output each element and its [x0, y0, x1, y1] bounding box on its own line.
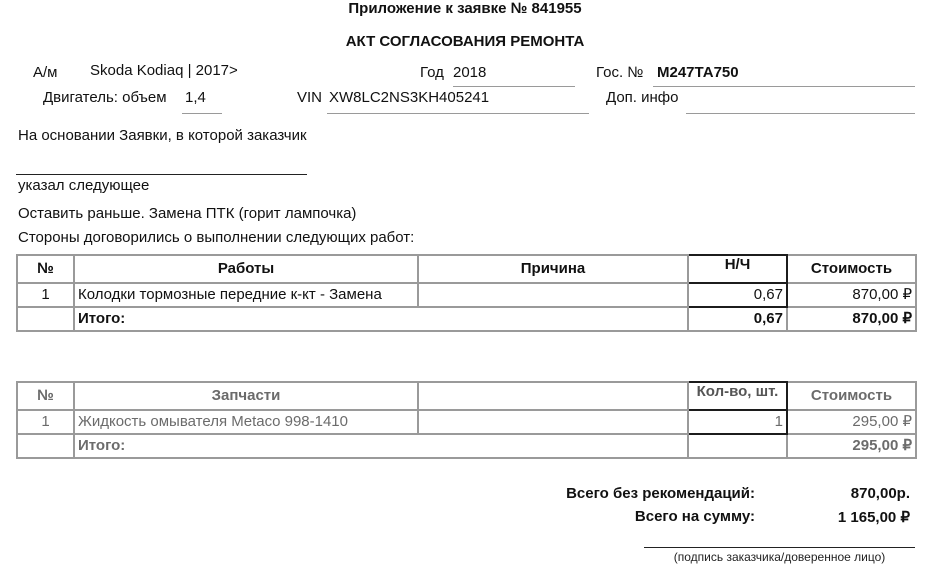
- table-row: [17, 283, 916, 307]
- header-part: Запчасти: [74, 382, 418, 410]
- total-num-empty: [17, 434, 74, 458]
- total-label: Итого:: [74, 434, 688, 458]
- header-cost: Стоимость: [787, 255, 916, 283]
- row-cost: 870,00 ₽: [787, 283, 916, 307]
- row-reason: [418, 283, 688, 307]
- row-reason: [418, 410, 688, 434]
- works-table-header: [17, 255, 916, 283]
- header-reason: Причина: [418, 255, 688, 283]
- total-num-empty: [17, 307, 74, 331]
- year-value: 2018: [453, 64, 487, 81]
- header-cost: Стоимость: [787, 382, 916, 410]
- extra-info-label: Доп. инфо: [606, 89, 679, 106]
- vin-label: VIN: [297, 89, 323, 106]
- parts-table: [16, 381, 917, 459]
- header-num: №: [17, 255, 74, 283]
- row-num: 1: [17, 410, 74, 434]
- customer-underline: [16, 174, 307, 175]
- header-hours: Н/Ч: [688, 255, 787, 283]
- year-label: Год: [420, 64, 444, 81]
- basis-text: На основании Заявки, в которой заказчик: [18, 127, 307, 144]
- engine-underline: [182, 113, 222, 114]
- without-recommendations-label: Всего без рекомендаций:: [566, 485, 755, 502]
- parts-table-header: [17, 382, 916, 410]
- works-table: [16, 254, 917, 332]
- parts-total-row: [17, 434, 916, 458]
- year-underline: [453, 86, 575, 87]
- signature-caption: (подпись заказчика/доверенное лицо): [673, 550, 886, 564]
- total-label: Итого:: [74, 307, 688, 331]
- extra-info-underline: [686, 113, 915, 114]
- row-part: Жидкость омывателя Metaco 998-1410: [74, 410, 418, 434]
- row-hours: 0,67: [688, 283, 787, 307]
- plate-underline: [653, 86, 915, 87]
- vin-value: XW8LC2NS3KH405241: [329, 89, 490, 106]
- total-cost: 870,00 ₽: [787, 307, 916, 331]
- header-qty: Кол-во, шт.: [688, 382, 787, 410]
- total-cost: 295,00 ₽: [787, 434, 916, 458]
- header-num: №: [17, 382, 74, 410]
- total-hours: 0,67: [688, 307, 787, 331]
- grand-total-label: Всего на сумму:: [634, 508, 755, 525]
- indicated-text: указал следующее: [18, 177, 150, 194]
- plate-value: М247ТА750: [657, 64, 739, 81]
- works-total-row: [17, 307, 916, 331]
- table-row: [17, 410, 916, 434]
- grand-total-value: 1 165,00 ₽: [837, 509, 910, 526]
- appendix-title: Приложение к заявке № 841955: [348, 0, 582, 17]
- header-work: Работы: [74, 255, 418, 283]
- plate-label: Гос. №: [596, 64, 644, 81]
- document-title: АКТ СОГЛАСОВАНИЯ РЕМОНТА: [345, 33, 585, 50]
- car-value: Skoda Kodiaq | 2017>: [90, 62, 238, 79]
- agreement-text: Стороны договорились о выполнении следующих работ:: [18, 229, 415, 246]
- total-qty: [688, 434, 787, 458]
- car-label: А/м: [33, 64, 58, 81]
- row-cost: 295,00 ₽: [787, 410, 916, 434]
- signature-line: [644, 547, 915, 548]
- vin-underline: [327, 113, 589, 114]
- row-qty: 1: [688, 410, 787, 434]
- row-work: Колодки тормозные передние к-кт - Замена: [74, 283, 418, 307]
- engine-value: 1,4: [185, 89, 206, 106]
- engine-label: Двигатель: объем: [43, 89, 167, 106]
- row-num: 1: [17, 283, 74, 307]
- without-recommendations-value: 870,00р.: [850, 485, 910, 502]
- customer-note: Оставить раньше. Замена ПТК (горит лампочка): [18, 205, 357, 222]
- header-reason: [418, 382, 688, 410]
